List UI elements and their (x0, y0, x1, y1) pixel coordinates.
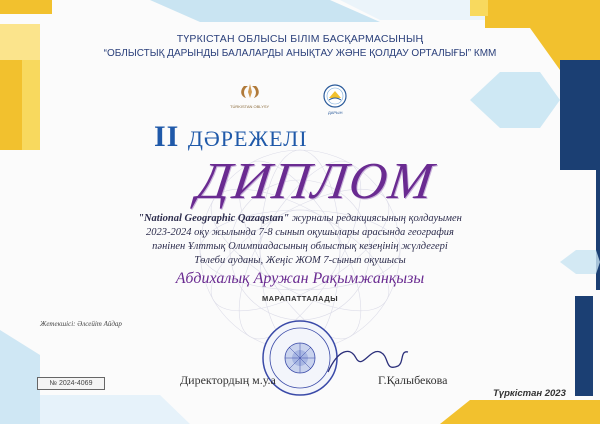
right-navy-bar (575, 296, 593, 396)
body-line-4: Төлеби ауданы, Жеңіс ЖОМ 7-сынып оқушысы (194, 255, 406, 266)
director-label: Директордың м.у.а (180, 373, 276, 387)
top-right-navy (560, 60, 600, 170)
recipient-name: Абдихалық Аружан Рақымжанқызы (175, 270, 425, 287)
body-line-1 (0, 213, 600, 224)
signer-name: Г.Қалыбекова (378, 373, 448, 387)
top-light-blue-shape (150, 0, 380, 22)
body-line-3: пәнінен Ұлттық Олимпиадасының облыстық кезеңінің жүлдегері (152, 241, 448, 252)
header-line-2: “ОБЛЫСТЫҚ ДАРЫНДЫ БАЛАЛАРДЫ АНЫҚТАУ ЖӘНЕ ҚОЛДАУ ОРТАЛЫҒЫ” КММ (103, 48, 497, 59)
supervisor-name: Жетекшісі: Әлсейіт Айдар (40, 320, 122, 328)
header-line-1: ТҮРКІСТАН ОБЛЫСЫ БІЛІМ БАСҚАРМАСЫНЫҢ (176, 33, 424, 45)
bottom-right-yellow (440, 400, 600, 424)
award-word: МАРАПАТТАЛАДЫ (261, 294, 339, 303)
degree-title (154, 120, 308, 154)
bottom-left-light-blue (0, 330, 40, 424)
magazine-name: "National Geographic Qazaqstan" (138, 213, 290, 224)
diploma-title: ДИПЛОМ (193, 153, 439, 210)
hexagon-large (470, 72, 560, 128)
degree-word: ДӘРЕЖЕЛІ (187, 126, 308, 151)
left-yellow-bars (0, 0, 52, 150)
registration-number: № 2024-4069 (37, 377, 105, 390)
degree-roman: II (154, 120, 180, 153)
left-logo (241, 84, 259, 98)
body-line-2: 2023-2024 оқу жылында 7-8 сынып оқушылары арасында география (146, 227, 454, 238)
right-logo-text: ДАРЫН (328, 110, 343, 115)
place-year: Түркістан 2023 (493, 388, 566, 399)
body-line-1-rest: журналы редакциясының қолдауымен (289, 213, 462, 224)
left-logo-text: TÚRKISTAN OBLYSY (230, 104, 270, 109)
signature-mark (328, 351, 408, 372)
right-logo (324, 85, 346, 107)
